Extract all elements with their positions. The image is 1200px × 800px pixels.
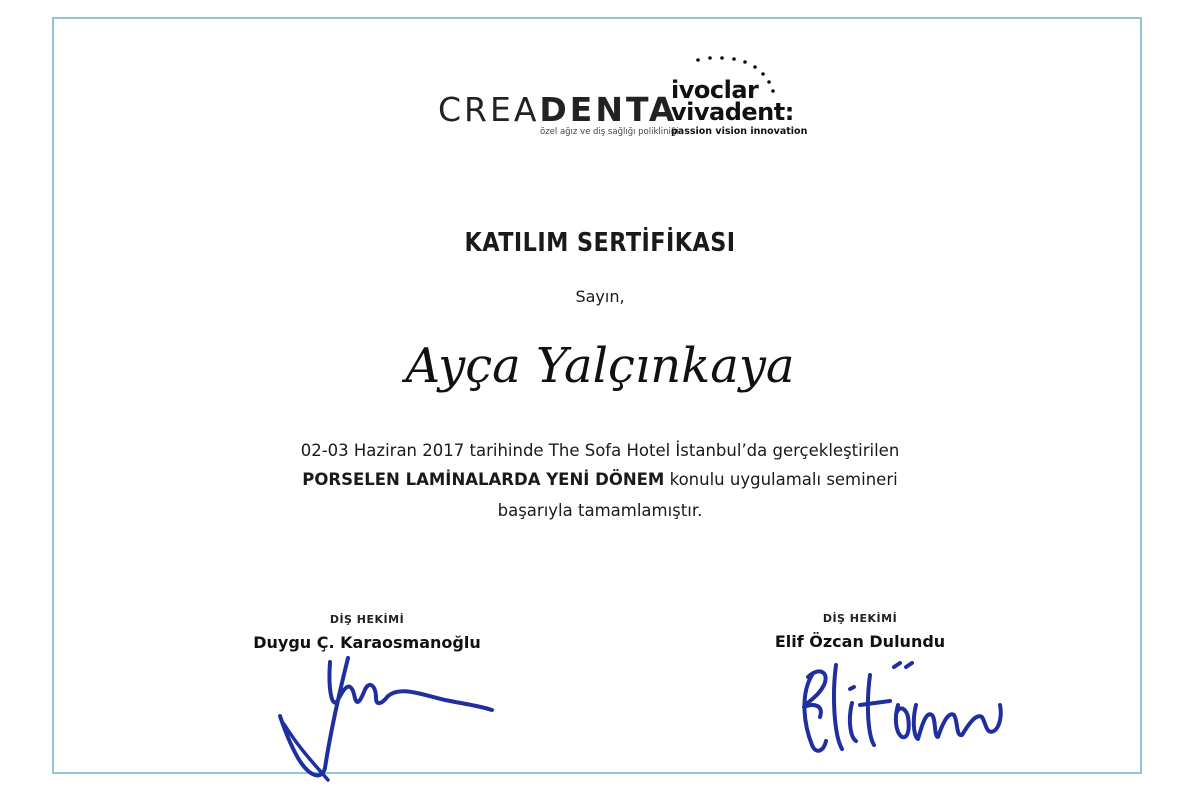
creadenta-subtitle: özel ağız ve diş sağlığı polikliniği	[540, 127, 679, 137]
body-line-2-rest: konulu uygulamalı semineri	[664, 470, 898, 489]
creadenta-bold: DENTA	[539, 90, 678, 129]
ivoclar-line2: vivadent:	[671, 98, 794, 126]
body-line-3: başarıyla tamamlamıştır.	[497, 501, 703, 520]
seminar-title: PORSELEN LAMİNALARDA YENİ DÖNEM	[302, 470, 665, 489]
signatory-right-role: DİŞ HEKİMİ	[822, 612, 898, 625]
creadenta-logo	[438, 90, 677, 129]
signatory-right-name: Elif Özcan Dulundu	[774, 632, 946, 651]
greeting: Sayın,	[575, 287, 625, 306]
signature-right	[790, 645, 1020, 770]
signatory-left-name: Duygu Ç. Karaosmanoğlu	[253, 633, 481, 652]
ivoclar-tagline: passion vision innovation	[671, 126, 808, 137]
signature-left	[270, 640, 510, 790]
signatory-left-role: DİŞ HEKİMİ	[329, 613, 405, 626]
ivoclar-line1: ivoclar	[671, 76, 759, 104]
ivoclar-logo	[671, 76, 794, 126]
certificate-title: KATILIM SERTİFİKASI	[464, 228, 736, 258]
body-line-1: 02-03 Haziran 2017 tarihinde The Sofa Hotel İstanbul’da gerçekleştirilen	[300, 441, 900, 460]
recipient-name: Ayça Yalçınkaya	[405, 338, 795, 394]
creadenta-light: CREA	[438, 90, 540, 129]
body-line-2	[200, 466, 1000, 493]
